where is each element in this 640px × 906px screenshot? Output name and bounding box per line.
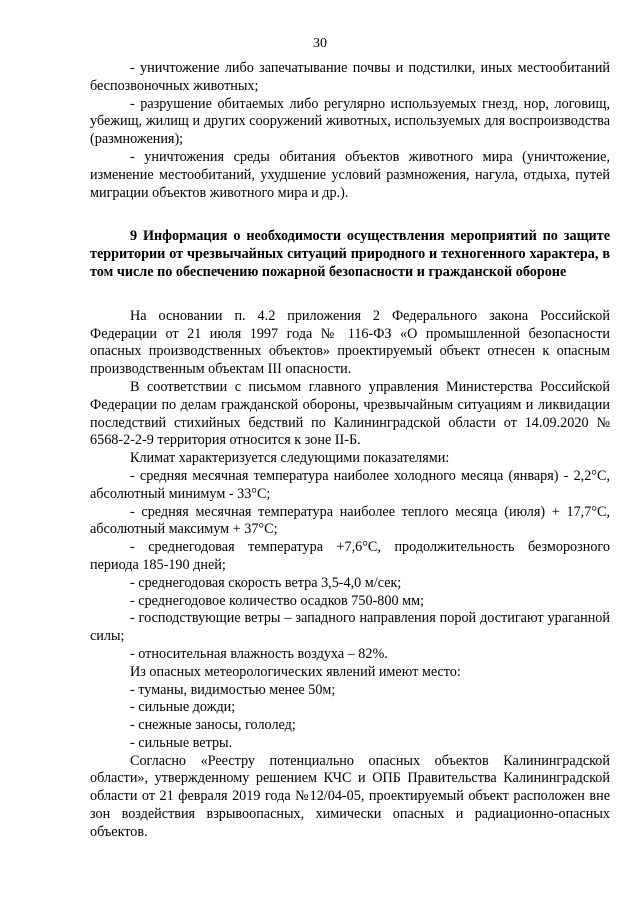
list-item: - средняя месячная температура наиболее холодного месяца (января) - 2,2°С, абсолютный минимум - 33°С; — [90, 467, 610, 502]
paragraph: Согласно «Реестру потенциально опасных объектов Калининградской области», утвержденному решением КЧС и ОПБ Правительства Калининградской области от 21 февраля 2019 года №12/04-05, проектируемый объект расположен вне зон воздействия взрывоопасных, химически опасных и радиационно-опасных объектов. — [90, 752, 610, 840]
paragraph: На основании п. 4.2 приложения 2 Федерального закона Российской Федерации от 21 июля 1997 года № 116-ФЗ «О промышленной безопасности опасных производственных объектов» проектируемый объект отнесен к опасным производственным объектам III опасности. — [90, 307, 610, 378]
section-heading: 9 Информация о необходимости осуществления мероприятий по защите территории от чрезвычайных ситуаций природного и техногенного характера, в том числе по обеспечению пожарной безопасности и гражданской обороне — [90, 228, 610, 280]
document-body — [90, 60, 610, 842]
list-item: - среднегодовая температура +7,6°С, продолжительность безморозного периода 185-190 дней; — [90, 539, 610, 573]
paragraph: Из опасных метеорологических явлений имеют место: — [130, 663, 461, 680]
list-item: - снежные заносы, гололед; — [130, 717, 296, 734]
list-item: - относительная влажность воздуха – 82%. — [130, 645, 388, 662]
list-item: - туманы, видимостью менее 50м; — [130, 681, 336, 698]
list-item: - сильные ветры. — [130, 734, 233, 751]
paragraph: Климат характеризуется следующими показателями: — [130, 450, 450, 467]
list-item: - среднегодовое количество осадков 750-800 мм; — [130, 592, 425, 609]
list-item: - сильные дожди; — [130, 699, 236, 716]
paragraph: - разрушение обитаемых либо регулярно используемых гнезд, нор, логовищ, убежищ, жилищ и других сооружений животных, используемых для воспроизводства (размножения); — [90, 95, 610, 148]
paragraph: - уничтожения среды обитания объектов животного мира (уничтожение, изменение местообитаний, ухудшение условий размножения, нагула, отдыха, путей миграции объектов животного мира и др.). — [90, 148, 610, 201]
paragraph: - уничтожение либо запечатывание почвы и подстилки, иных местообитаний беспозвоночных животных; — [90, 60, 610, 94]
page-number: 30 — [313, 36, 327, 51]
list-item: - средняя месячная температура наиболее теплого месяца (июля) + 17,7°С, абсолютный максимум + 37°С; — [90, 503, 610, 538]
list-item: - среднегодовая скорость ветра 3,5-4,0 м/сек; — [130, 574, 402, 591]
list-item: - господствующие ветры – западного направления порой достигают ураганной силы; — [90, 610, 610, 645]
paragraph: В соответствии с письмом главного управления Министерства Российской Федерации по делам гражданской обороны, чрезвычайным ситуациям и ликвидации последствий стихийных бедствий по Калининградской области от 14.09.2020 № 6568-2-2-9 территория относится к зоне II-Б. — [90, 378, 610, 449]
